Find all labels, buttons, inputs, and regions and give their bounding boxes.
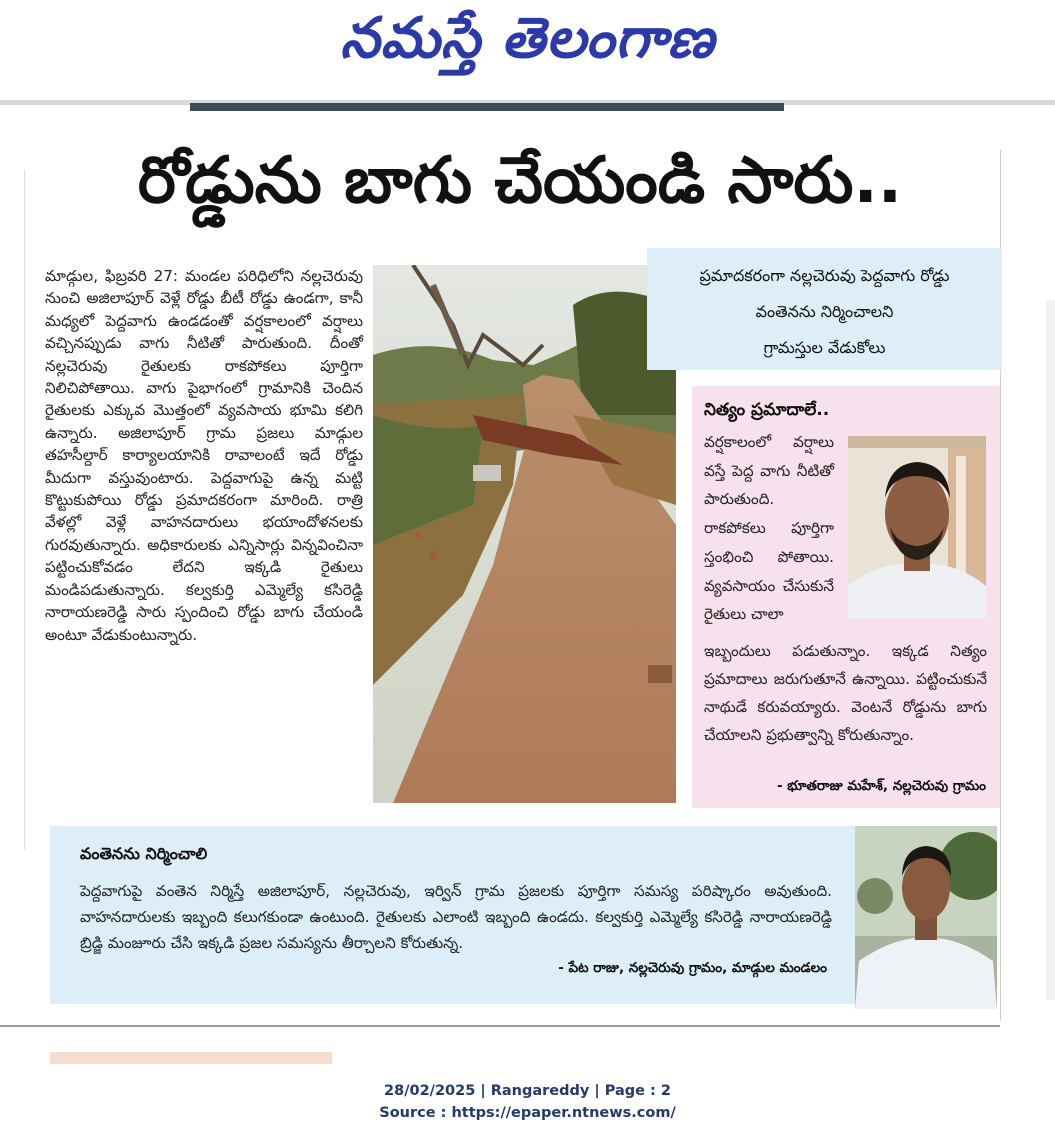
farmer-portrait-2 (855, 826, 997, 1009)
quote-2-heading: వంతెనను నిర్మించాలి (80, 844, 208, 863)
quote-2-credit: - పేట రాజు, నల్లచెరువు గ్రామం, మాడ్గుల మండలం (558, 960, 827, 976)
footer-rule (0, 1025, 1000, 1027)
callout-line-3: గ్రామస్తుల వేడుకోలు (763, 338, 886, 357)
newspaper-logo: నమస్తే తెలంగాణ (340, 6, 715, 71)
callout-line-2: వంతెనను నిర్మించాలని (755, 302, 894, 321)
article-headline: రోడ్డును బాగు చేయండి సారు.. (137, 144, 903, 218)
page-footer (0, 1080, 1055, 1124)
column-rule-left (24, 170, 25, 850)
quote-1-text-part1: వర్షకాలంలో వర్షాలు వస్తే పెద్ద వాగు నీటితో పారుతుంది. రాకపోకలు పూర్తిగా స్తంభించి పోతాయి. వ్యవసాయం చేసుకునే రైతులు చాలా (704, 433, 834, 624)
footer-date-edition: 28/02/2025 | Rangareddy | Page : 2 (384, 1083, 671, 1099)
callout-line-1: ప్రమాదకరంగా నల్లచెరువు పెద్దవాగు రోడ్డు (699, 266, 950, 285)
next-article-strip (50, 1052, 332, 1064)
article-body: మాడ్గుల, ఫిబ్రవరి 27: మండల పరిధిలోని నల్లచెరువు నుంచి అజిలాపూర్ వెళ్లే రోడ్డు బీటీ రోడ్డు ఉండగా, కానీ మధ్యలో పెద్దవాగు ఉండడంతో వర్షకాలంలో వర్షాలు వచ్చినప్పుడు వాగు నీటితో పారుతుంది. దీంతో నల్లచెరువు రైతులకు రాకపోకలు పూర్తిగా నిలిచిపోతాయి. వాగు పైభాగంలో గ్రామానికి చెందిన రైతులకు ఎక్కువ మొత్తంలో వ్యవసాయ భూమి కలిగి ఉన్నారు. అజిలాపూర్ గ్రామ ప్రజలు మాడ్గుల తహసీల్దార్ కార్యాలయానికి రావాలంటే ఇదే రోడ్డు మీదుగా వస్తువుంటారు. పెద్దవాగుపై ఉన్న మట్టి కొట్టుకుపోయి రోడ్డు ప్రమాదకరంగా మారింది. రాత్రి వేళల్లో వెళ్లే వాహనదారులు భయాందోళనలకు గురవుతున్నారు. అధికారులకు ఎన్నిసార్లు విన్నవించినా పట్టించుకోవడం లేదని ఇక్కడి రైతులు మండిపడుతున్నారు. కల్వకుర్తి ఎమ్మెల్యే కసిరెడ్డి నారాయణరెడ్డి సారు స్పందించి రోడ్డు బాగు చేయండి అంటూ వేడుకుంటున్నారు. (45, 267, 363, 644)
page-edge-strip (1046, 300, 1055, 1000)
masthead-bar (190, 103, 784, 111)
road-photo (373, 265, 676, 803)
farmer-portrait-1 (848, 436, 986, 619)
quote-1-credit: - భూతరాజు మహేశ్, నల్లచెరువు గ్రామం (776, 778, 986, 794)
quote-2-text: పెద్దవాగుపై వంతెన నిర్మిస్తే అజిలాపూర్, నల్లచెరువు, ఇర్విన్ గ్రామ ప్రజలకు పూర్తిగా సమస్య పరిష్కారం అవుతుంది. వాహనదారులకు ఇబ్బంది కలుగకుండా ఉంటుంది. రైతులకు ఎలాంటి ఇబ్బంది ఉండదు. కల్వకుర్తి ఎమ్మెల్యే కసిరెడ్డి నారాయణరెడ్డి బ్రిడ్జి మంజూరు చేసి ఇక్కడి ప్రజల సమస్యను తీర్చాలని కోరుతున్న. (80, 882, 832, 952)
highlight-callout (647, 248, 1002, 370)
quote-1-heading: నిత్యం ప్రమాదాలే.. (704, 400, 830, 420)
quote-box-2 (50, 826, 855, 1004)
footer-source: Source : https://epaper.ntnews.com/ (379, 1105, 676, 1121)
quote-1-text-part2: ఇబ్బందులు పడుతున్నాం. ఇక్కడ నిత్యం ప్రమాదాలు జరుగుతూనే ఉన్నాయి. పట్టించుకునే నాథుడే కరువయ్యారు. వెంటనే రోడ్డును బాగు చేయాలని ప్రభుత్వాన్ని కోరుతున్నాం. (704, 642, 987, 744)
masthead (0, 0, 1055, 104)
